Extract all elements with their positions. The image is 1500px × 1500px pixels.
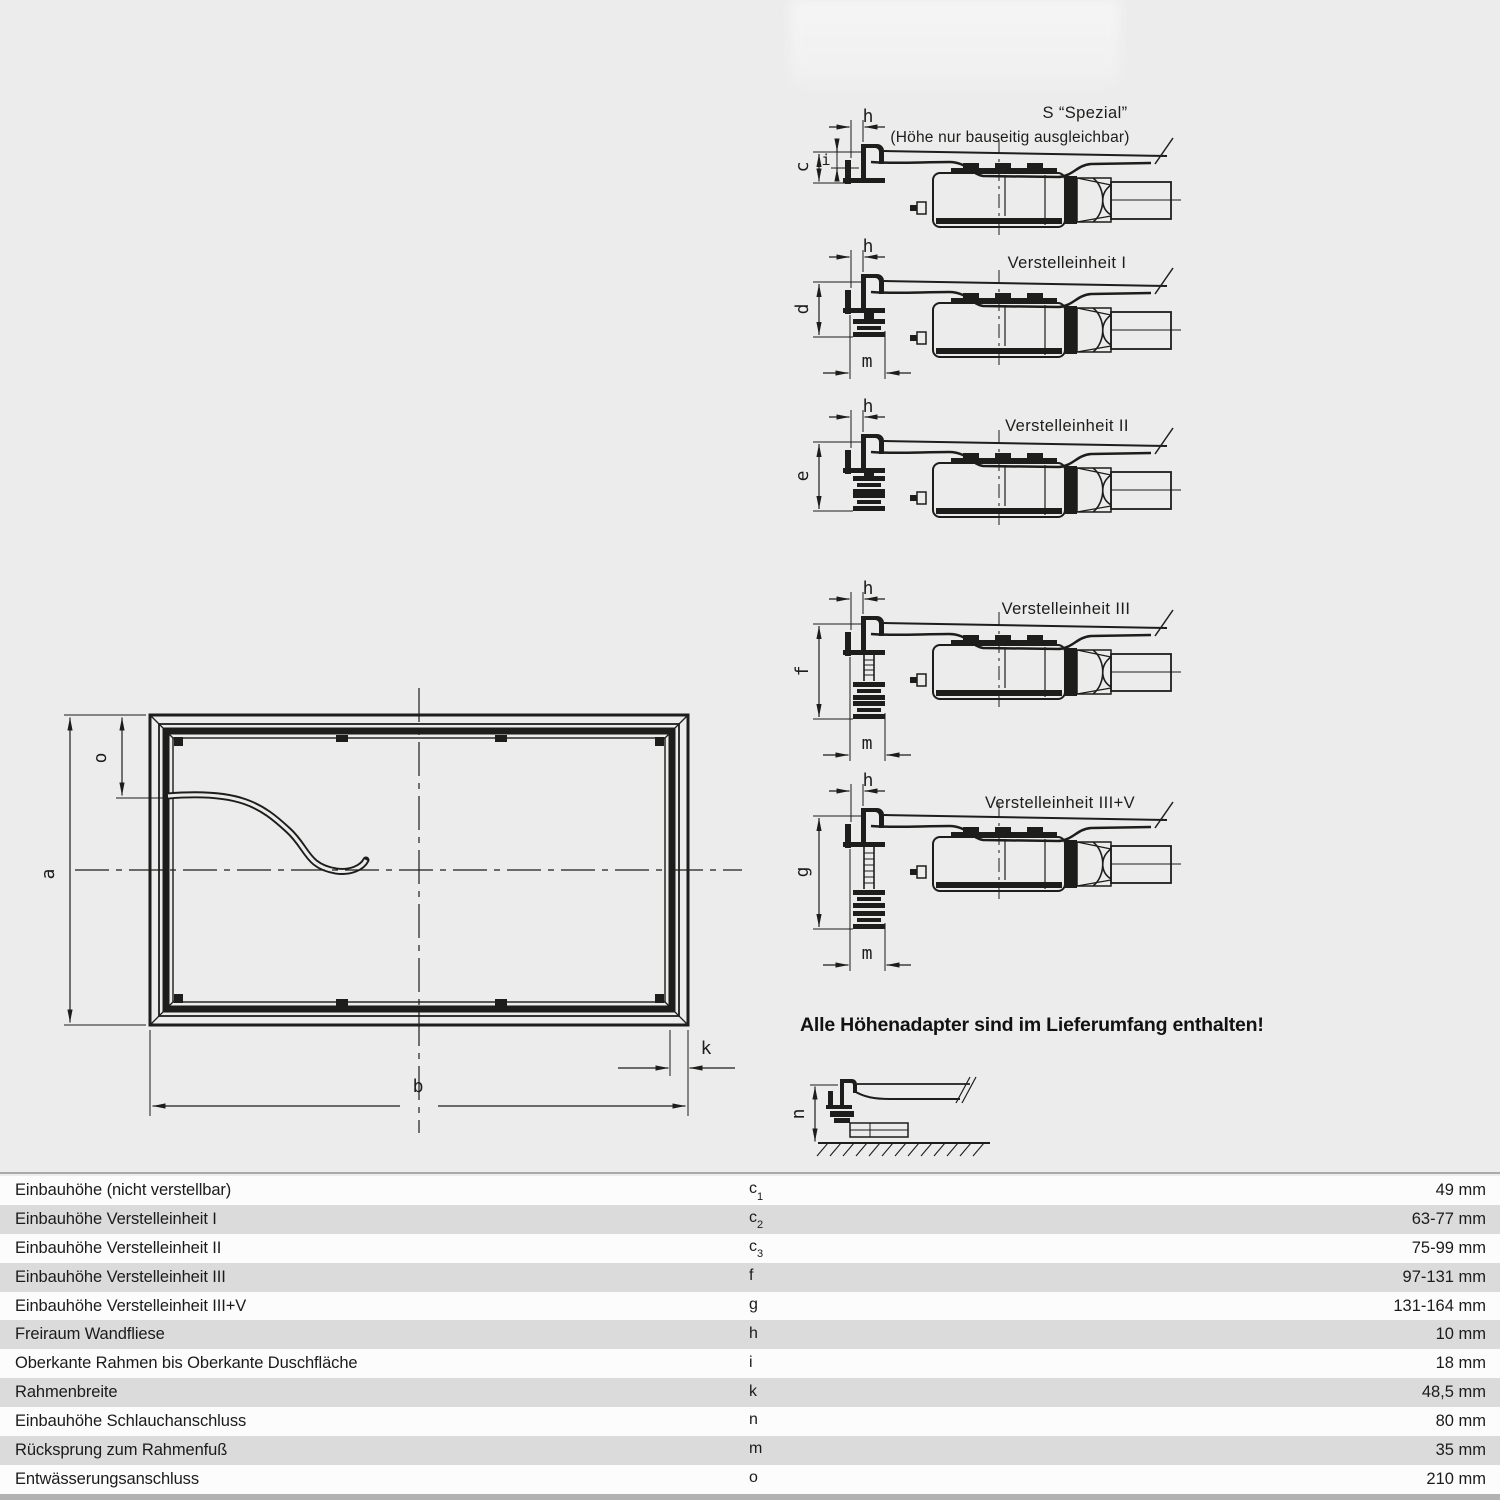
note-text: Alle Höhenadapter sind im Lieferumfang enthalten! — [800, 1014, 1264, 1036]
dim-label-d: d — [792, 303, 813, 315]
spec-table — [0, 1176, 1500, 1494]
dim-label-b: b — [412, 1076, 424, 1097]
row-value: 131-164 mm — [1393, 1296, 1486, 1315]
table-row — [0, 1349, 1500, 1378]
dim-label-h: h — [862, 578, 874, 599]
dim-label-c: c — [792, 161, 813, 173]
dim-label-i: i — [821, 151, 831, 169]
dim-label-m: m — [861, 351, 873, 372]
table-row — [0, 1320, 1500, 1349]
table-row — [0, 1263, 1500, 1292]
table-row — [0, 1436, 1500, 1465]
row-value: 210 mm — [1426, 1469, 1486, 1488]
row-label: Einbauhöhe Schlauchanschluss — [15, 1412, 247, 1431]
table-row — [0, 1234, 1500, 1263]
table-row — [0, 1378, 1500, 1407]
centerlines — [75, 688, 742, 1133]
row-symbol: o — [749, 1469, 758, 1487]
row-symbol: i — [749, 1353, 753, 1371]
table-row — [0, 1205, 1500, 1234]
row-value: 75-99 mm — [1411, 1238, 1486, 1257]
row-symbol: g — [749, 1295, 758, 1313]
dim-label-a: a — [38, 868, 59, 880]
diagram-title: Verstelleinheit II — [1005, 417, 1129, 435]
row-symbol: k — [749, 1382, 757, 1400]
dim-label-n: n — [788, 1108, 809, 1120]
diagram-subtitle: (Höhe nur bauseitig ausgleichbar) — [890, 129, 1130, 146]
dim-label-g: g — [792, 866, 813, 878]
row-label: Rücksprung zum Rahmenfuß — [15, 1440, 228, 1459]
dim-label-o: o — [90, 752, 111, 764]
row-symbol: $c_3$ — [749, 1238, 764, 1261]
diagram-title: Verstelleinheit III — [1001, 600, 1131, 618]
row-value: 97-131 mm — [1402, 1267, 1486, 1286]
row-label: Entwässerungsanschluss — [15, 1469, 199, 1488]
row-label: Rahmenbreite — [15, 1383, 118, 1402]
bottom-bar — [0, 1494, 1500, 1500]
diagram-verstelleinheit-2 — [792, 396, 1181, 528]
row-label: Oberkante Rahmen bis Oberkante Duschfläche — [15, 1354, 358, 1373]
background-highlight — [790, 0, 1120, 95]
row-label: Einbauhöhe Verstelleinheit III — [15, 1267, 226, 1286]
table-top-divider — [0, 1172, 1500, 1174]
table-row — [0, 1407, 1500, 1436]
row-value: 48,5 mm — [1421, 1383, 1486, 1402]
diagram-title: Verstelleinheit I — [1007, 254, 1127, 272]
diagram-title: S “Spezial” — [1042, 104, 1128, 122]
row-symbol: $c_2$ — [749, 1209, 764, 1232]
row-value: 10 mm — [1435, 1325, 1486, 1344]
table-row — [0, 1176, 1500, 1205]
dim-label-f: f — [792, 665, 813, 677]
row-label: Einbauhöhe (nicht verstellbar) — [15, 1180, 232, 1199]
diagram-verstelleinheit-1 — [792, 236, 1181, 379]
diagram-title: Verstelleinheit III+V — [984, 794, 1136, 812]
drain-hose — [168, 795, 366, 872]
cross-section-diagrams — [770, 85, 1290, 1205]
dim-label-h: h — [862, 770, 874, 791]
table-row — [0, 1465, 1500, 1494]
dim-label-h: h — [862, 396, 874, 417]
row-label: Freiraum Wandfliese — [15, 1325, 165, 1344]
row-value: 49 mm — [1435, 1180, 1486, 1199]
row-symbol: h — [749, 1324, 758, 1342]
row-symbol: f — [749, 1267, 754, 1285]
dim-label-m: m — [861, 943, 873, 964]
plan-view — [40, 678, 760, 1148]
table-row — [0, 1292, 1500, 1321]
diagram-spezial — [792, 104, 1181, 238]
row-label: Einbauhöhe Verstelleinheit I — [15, 1209, 217, 1228]
row-symbol: $c_1$ — [749, 1180, 764, 1203]
dim-label-m: m — [861, 733, 873, 754]
row-label: Einbauhöhe Verstelleinheit II — [15, 1238, 222, 1257]
row-value: 18 mm — [1435, 1354, 1486, 1373]
row-value: 35 mm — [1435, 1440, 1486, 1459]
dim-label-h: h — [862, 106, 874, 127]
row-symbol: n — [749, 1411, 758, 1429]
row-value: 63-77 mm — [1411, 1209, 1486, 1228]
diagram-verstelleinheit-3 — [792, 578, 1181, 761]
row-symbol: m — [749, 1440, 763, 1458]
dim-label-e: e — [792, 470, 813, 482]
dim-label-k: k — [700, 1038, 712, 1059]
row-label: Einbauhöhe Verstelleinheit III+V — [15, 1296, 247, 1315]
diagram-floor-connection — [788, 1077, 990, 1156]
diagram-verstelleinheit-3v — [792, 770, 1181, 971]
row-value: 80 mm — [1435, 1412, 1486, 1431]
dim-label-h: h — [862, 236, 874, 257]
